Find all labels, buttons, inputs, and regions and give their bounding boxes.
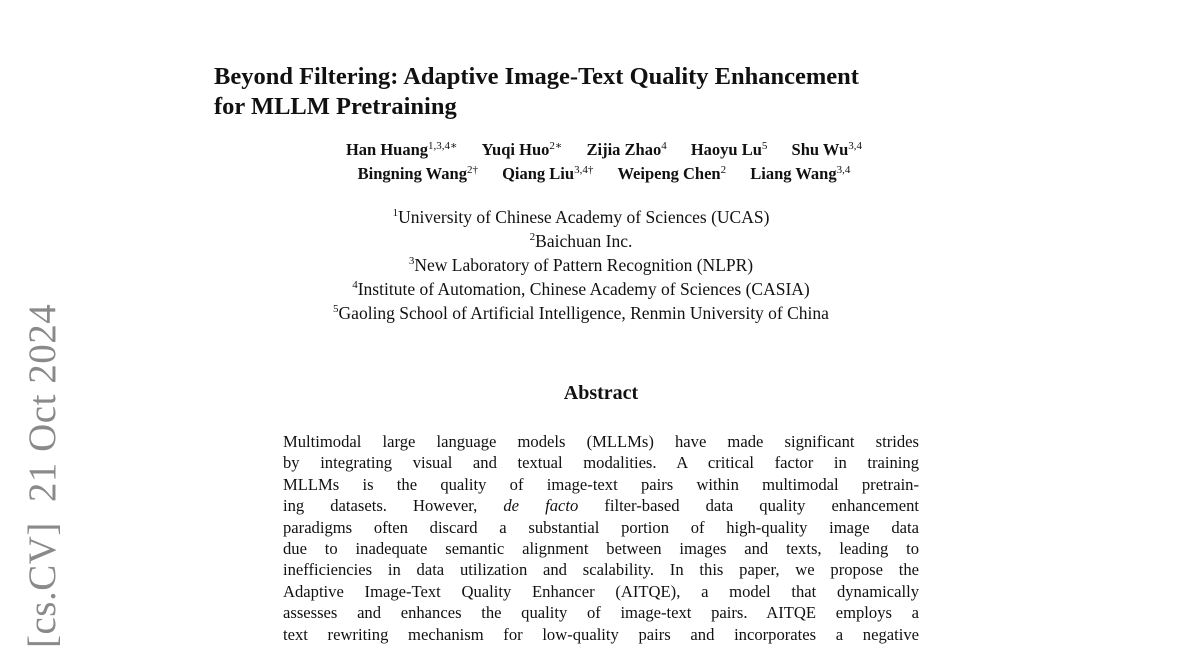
affiliation-text: University of Chinese Academy of Sciences (UCAS) [398,207,770,227]
arxiv-date: 21 Oct 2024 [21,303,64,503]
abstract-line: text rewriting mechanism for low-quality pairs and incorporates a negative [283,624,919,644]
affiliation-text: New Laboratory of Pattern Recognition (NLPR) [414,255,754,275]
author-list [214,138,994,186]
abstract-text: ing datasets. However, [283,496,478,516]
abstract-body [283,431,919,645]
author [586,138,666,162]
author-name: Han Huang [345,140,429,159]
author [792,138,863,162]
abstract-heading: Abstract [563,382,639,404]
author [346,138,458,162]
affiliation [214,229,948,253]
affiliation [214,301,948,325]
affiliation-list [214,205,948,325]
author [482,138,563,162]
author [617,162,726,186]
author-row-1 [214,138,994,162]
author-affiliation-mark: 1,3,4∗ [428,140,458,152]
author [502,162,593,186]
affiliation [214,277,948,301]
affiliation-mark: 4 [352,279,358,291]
author-name: Zijia Zhao [586,140,662,159]
abstract-line: MLLMs is the quality of image-text pairs within multimodal pretrain- [283,474,919,494]
abstract-italic-text: de facto [503,496,579,516]
author-name: Yuqi Huo [481,140,550,159]
affiliation-text: Gaoling School of Artificial Intelligence, Renmin University of China [338,303,829,323]
abstract-text: filter-based data quality enhancement [604,496,919,516]
author-affiliation-mark: 5 [761,140,768,152]
abstract-line: inefficiencies in data utilization and scalability. In this paper, we propose the [283,560,919,580]
author [691,138,768,162]
affiliation-mark: 2 [529,231,536,243]
abstract-line: Adaptive Image-Text Quality Enhancer (AITQE), a model that dynamically [283,581,919,601]
abstract-line: due to inadequate semantic alignment between images and texts, leading to [283,539,919,559]
affiliation [214,253,948,277]
author-name: Bingning Wang [357,164,467,183]
author-name: Liang Wang [750,164,837,183]
author-affiliation-mark: 2∗ [549,140,563,152]
abstract-line [283,495,919,516]
author-affiliation-mark: 2† [466,164,478,176]
author-name: Shu Wu [791,140,849,159]
arxiv-category: [cs.CV] [21,522,64,648]
title-line-1: Beyond Filtering: Adaptive Image-Text Quality Enhancement [214,63,859,90]
title-line-2: for MLLM Pretraining [214,93,457,120]
affiliation-mark: 1 [392,207,399,219]
affiliation [214,205,948,229]
author [750,162,850,186]
affiliation-text: Baichuan Inc. [535,231,633,251]
author-row-2 [214,162,994,186]
author-affiliation-mark: 3,4 [848,140,863,152]
abstract-line: paradigms often discard a substantial portion of high-quality image data [283,517,919,537]
abstract-line: assesses and enhances the quality of image-text pairs. AITQE employs a [283,603,919,623]
author-name: Weipeng Chen [617,164,721,183]
paper-title [214,62,1034,122]
author-name: Qiang Liu [502,164,575,183]
author-name: Haoyu Lu [690,140,762,159]
affiliation-mark: 3 [408,255,415,267]
abstract-line: Multimodal large language models (MLLMs) have made significant strides [283,432,919,451]
author-affiliation-mark: 2 [720,164,727,176]
author-affiliation-mark: 3,4† [574,164,594,176]
arxiv-sidebar-stamp [10,303,76,648]
author-affiliation-mark: 3,4 [836,164,851,176]
author-affiliation-mark: 4 [661,140,667,152]
affiliation-mark: 5 [333,303,339,315]
abstract-line: by integrating visual and textual modalities. A critical factor in training [283,453,919,473]
affiliation-text: Institute of Automation, Chinese Academy of Sciences (CASIA) [357,279,810,299]
author [358,162,478,186]
